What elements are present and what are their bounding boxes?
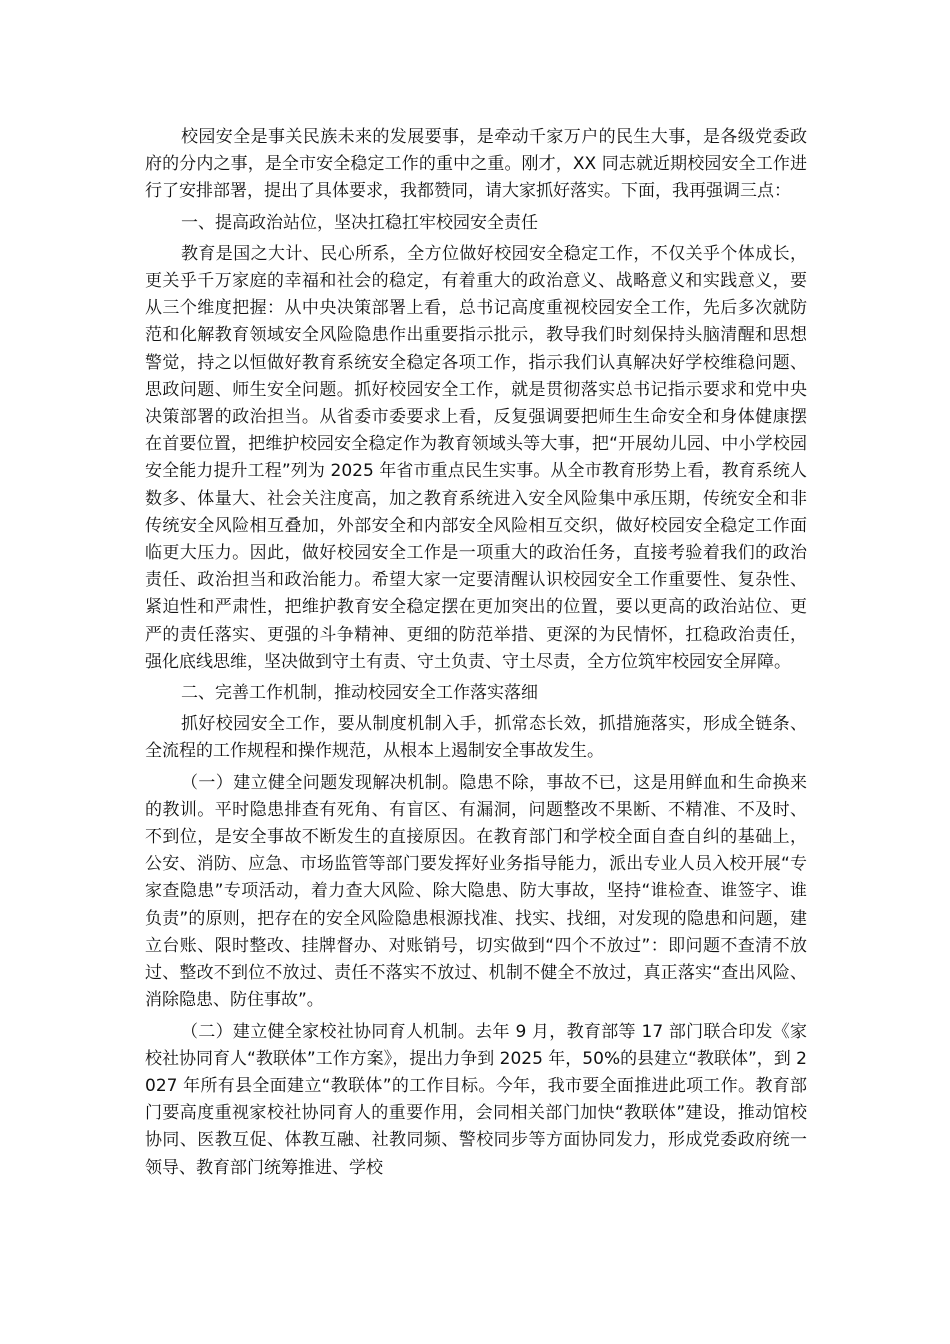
subsection-paragraph-2: （二）建立健全家校社协同育人机制。去年 9 月，教育部等 17 部门联合印发《家校社协同育人“教联体”工作方案》，提出力争到 2025 年，50%的县建立“教联体”，到 2027 年所有县全面建立“教联体”的工作目标。今年，我市要全面推进此项工作。教育部门要高度重视家校社协同育人的重要作用，会同相关部门加快“教联体”建设，推动馆校协同、医教互促、体教互融、社教同频、警校同步等方面协同发力，形成党委政府统一领导、教育部门统筹推进、学校	[145, 1021, 807, 1178]
section-heading-1: 一、提高政治站位，坚决扛稳扛牢校园安全责任	[181, 212, 538, 233]
intro-paragraph: 校园安全是事关民族未来的发展要事，是牵动千家万户的民生大事，是各级党委政府的分内之事，是全市安全稳定工作的重中之重。刚才，XX 同志就近期校园安全工作进行了安排部署，提出了具体要求，我都赞同，请大家抓好落实。下面，我再强调三点：	[145, 127, 807, 202]
body-paragraph: 抓好校园安全工作，要从制度机制入手，抓常态长效，抓措施落实，形成全链条、全流程的工作规程和操作规范，从根本上遏制安全事故发生。	[145, 714, 807, 762]
subsection-paragraph-1: （一）建立健全问题发现解决机制。隐患不除，事故不已，这是用鲜血和生命换来的教训。平时隐患排查有死角、有盲区、有漏洞，问题整改不果断、不精准、不及时、不到位，是安全事故不断发生的直接原因。在教育部门和学校全面自查自纠的基础上，公安、消防、应急、市场监管等部门要发挥好业务指导能力，派出专业人员入校开展“专家查隐患”专项活动，着力查大风险、除大隐患、防大事故，坚持“谁检查、谁签字、谁负责”的原则，把存在的安全风险隐患根源找准、找实、找细，对发现的隐患和问题，建立台账、限时整改、挂牌督办、对账销号，切实做到“四个不放过”：即问题不查清不放过、整改不到位不放过、责任不落实不放过、机制不健全不放过，真正落实“查出风险、消除隐患、防住事故”。	[145, 772, 807, 1011]
section-heading-2: 二、完善工作机制，推动校园安全工作落实落细	[181, 683, 538, 704]
body-paragraph: 教育是国之大计、民心所系，全方位做好校园安全稳定工作，不仅关乎个体成长，更关乎千万家庭的幸福和社会的稳定，有着重大的政治意义、战略意义和实践意义，要从三个维度把握：从中央决策部署上看，总书记高度重视校园安全工作，先后多次就防范和化解教育领域安全风险隐患作出重要指示批示，教导我们时刻保持头脑清醒和思想警觉，持之以恒做好教育系统安全稳定各项工作，指示我们认真解决好学校维稳问题、思政问题、师生安全问题。抓好校园安全工作，就是贯彻落实总书记指示要求和党中央决策部署的政治担当。从省委市委要求上看，反复强调要把师生生命安全和身体健康摆在首要位置，把维护校园安全稳定作为教育领域头等大事，把“开展幼儿园、中小学校园安全能力提升工程”列为 2025 年省市重点民生实事。从全市教育形势上看，教育系统人数多、体量大、社会关注度高，加之教育系统进入安全风险集中承压期，传统安全和非传统安全风险相互叠加，外部安全和内部安全风险相互交织，做好校园安全稳定工作面临更大压力。因此，做好校园安全工作是一项重大的政治任务，直接考验着我们的政治责任、政治担当和政治能力。希望大家一定要清醒认识校园安全工作重要性、复杂性、紧迫性和严肃性，把维护教育安全稳定摆在更加突出的位置，要以更高的政治站位、更严的责任落实、更强的斗争精神、更细的防范举措、更深的为民情怀，扛稳政治责任，强化底线思维，坚决做到守土有责、守土负责、守土尽责，全方位筑牢校园安全屏障。	[145, 243, 807, 672]
document-body	[145, 124, 807, 1186]
